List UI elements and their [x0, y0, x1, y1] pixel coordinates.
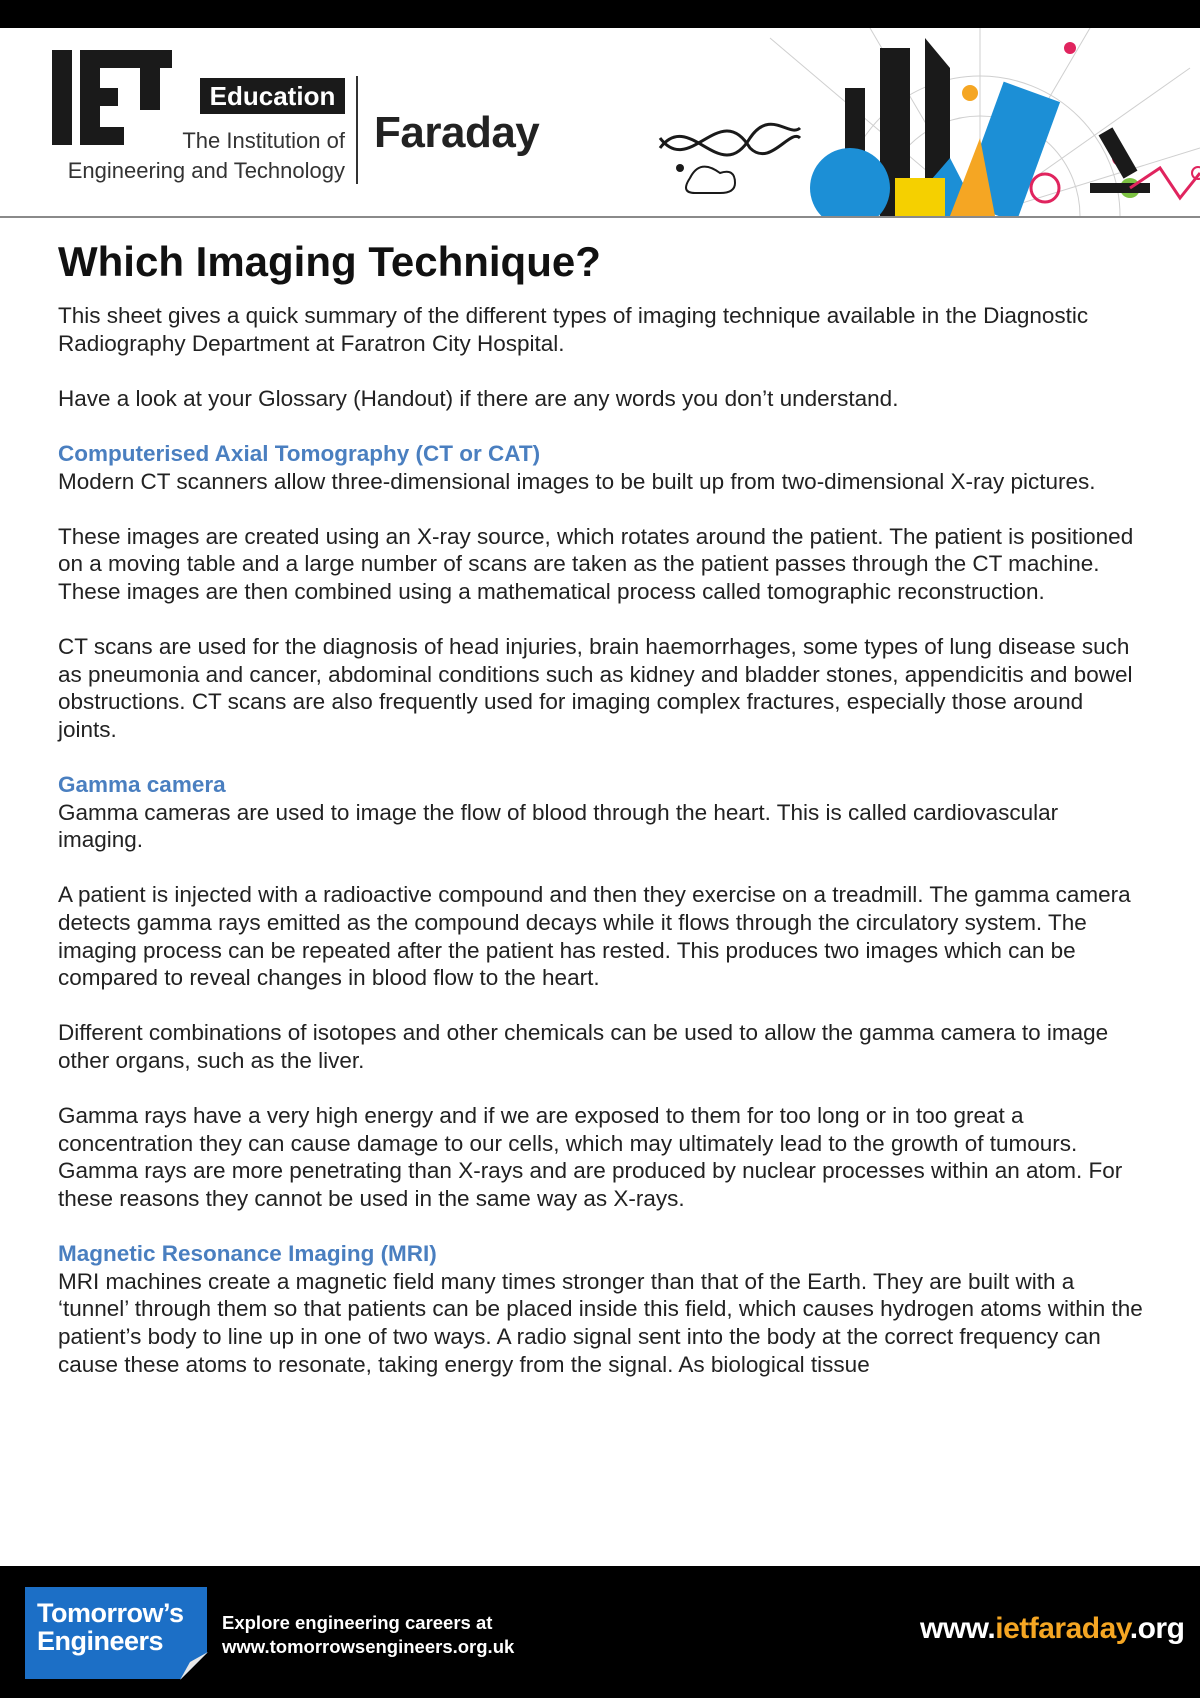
orange-dot-icon	[962, 85, 978, 101]
globe-icon	[810, 148, 890, 216]
page-title: Which Imaging Technique?	[58, 238, 601, 285]
section-heading-ct: Computerised Axial Tomography (CT or CAT)	[58, 440, 541, 466]
te-logo-line2: Engineers	[37, 1626, 164, 1656]
explore-careers-text: Explore engineering careers at	[222, 1612, 493, 1633]
section-heading-gamma: Gamma camera	[58, 772, 226, 798]
header-divider	[0, 216, 1200, 218]
logo-divider	[356, 76, 358, 184]
dna-helix-icon	[660, 124, 800, 155]
section-paragraph: MRI machines create a magnetic field many times stronger than that of the Earth. They are built with a ‘tunnel’ through them so that patients can be placed inside this field, which causes hydrogen atoms within the patient’s body to line up in one of two ways. A radio signal sent into the body at the correct frequency can cause these atoms to resonate, taking energy from the signal. As biological tissue	[58, 1268, 1143, 1377]
section-paragraph: A patient is injected with a radioactive compound and then they exercise on a treadmill. The gamma camera detects gamma rays emitted as the compound decays while it flows through the circulatory system. The imaging process can be repeated after the patient has rested. This produces two images which can be compared to reveal changes in blood flow to the heart.	[58, 882, 1131, 991]
science-collage-illustration	[650, 28, 1200, 216]
section-paragraph: Different combinations of isotopes and other chemicals can be used to allow the gamma camera to image other organs, such as the liver.	[58, 1020, 1109, 1074]
section-paragraph: Gamma rays have a very high energy and if we are exposed to them for too long or in too great a concentration they can cause damage to our cells, which may ultimately lead to the growth of tumours. Gamma rays are more penetrating than X-rays and are produced by nuclear processes within an atom. For these reasons they cannot be used in the same way as X-rays.	[58, 1103, 1123, 1211]
section-paragraph: Gamma cameras are used to image the flow of blood through the heart. This is called cardiovascular imaging.	[58, 799, 1059, 853]
top-bar	[0, 0, 1200, 28]
url-prefix: www.	[920, 1612, 996, 1645]
page-curl-icon	[180, 1652, 208, 1680]
tomorrows-engineers-url: www.tomorrowsengineers.org.uk	[222, 1636, 515, 1657]
cloud-icon	[686, 167, 735, 193]
calculator-icon	[895, 178, 945, 216]
section-paragraph: These images are created using an X-ray source, which rotates around the patient. The patient is positioned on a moving table and a large number of scans are taken as the patient passes through the CT machine. These images are then combined using a mathematical process called tomographic reconstruction.	[58, 523, 1134, 604]
section-paragraph: Modern CT scanners allow three-dimensional images to be built up from two-dimensional X-ray pictures.	[58, 468, 1096, 494]
section-heading-mri: Magnetic Resonance Imaging (MRI)	[58, 1241, 437, 1267]
intro-paragraph: Have a look at your Glossary (Handout) if there are any words you don’t understand.	[58, 385, 899, 411]
institution-name-line1: The Institution of	[182, 128, 345, 153]
faraday-wordmark: Faraday	[374, 108, 540, 157]
te-logo-line1: Tomorrow’s	[37, 1598, 184, 1628]
url-accent: ietfaraday	[995, 1612, 1130, 1645]
url-suffix: .org	[1129, 1612, 1185, 1645]
section-paragraph: CT scans are used for the diagnosis of head injuries, brain haemorrhages, some types of lung disease such as pneumonia and cancer, abdominal conditions such as kidney and bladder stones, appendicitis and bowel obstructions. CT scans are also frequently used for imaging complex fractures, especially those around joints.	[58, 634, 1133, 742]
ietfaraday-url	[920, 1612, 1184, 1646]
pink-dot-icon	[1064, 42, 1076, 54]
ring-icon	[1031, 174, 1059, 202]
intro-paragraph: This sheet gives a quick summary of the different types of imaging technique available in the Diagnostic Radiography Department at Faratron City Hospital.	[58, 303, 1089, 356]
education-badge: Education	[200, 78, 345, 114]
microscope-icon	[1090, 127, 1150, 193]
document-body	[58, 230, 1148, 1406]
institution-name-line2: Engineering and Technology	[67, 158, 345, 183]
